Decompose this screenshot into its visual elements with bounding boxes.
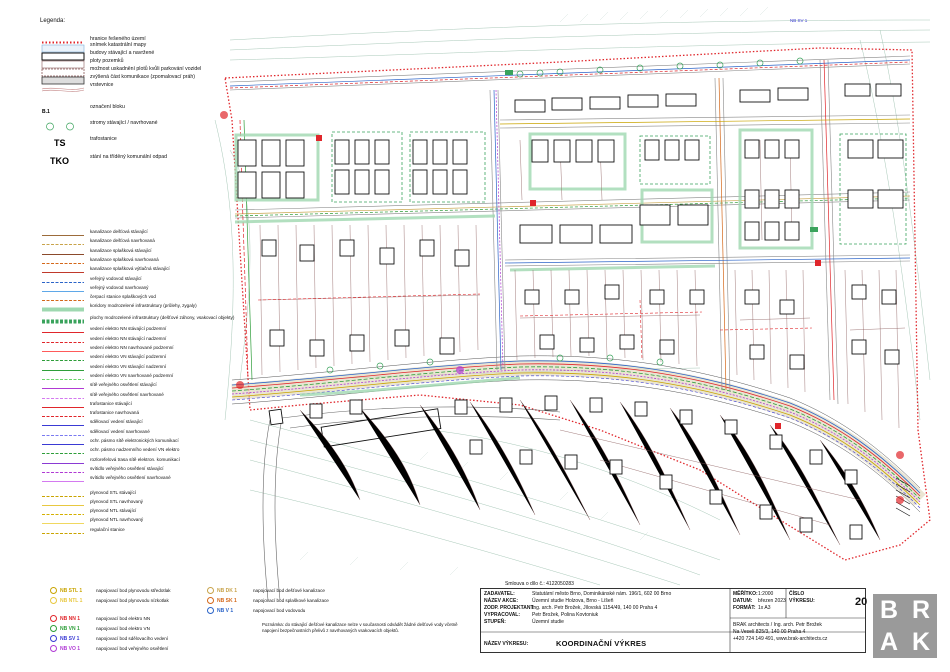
connection-code: NB V 1 [217,607,234,614]
value-meritko: 1:2000 [758,591,774,597]
label-cislo: ČÍSLO VÝKRESU: [789,591,815,604]
value-datum: březen 2023 [758,598,786,604]
legend-title: Legenda: [40,18,66,24]
drawing-number: 20 [855,596,868,608]
legend-label: plynovod NTL stávající [90,508,137,514]
contract-number: Smlouva o dílo č.: 4122050283 [505,581,574,587]
legend-label: sítě veřejného osvětlení navrhované [90,391,164,397]
legend-label: sdělovací vedení stávající [90,419,143,425]
legend-label: vrstevnice [90,81,114,88]
legend-label: možnost uskadnění plotů kvůli parkování vozidel [90,65,202,72]
legend-label: vedení elektro NN stávající podzemní [90,326,167,332]
legend-label: ochr. pásmo sítě elektronických komunikací [90,438,179,443]
legend-label: označení bloku [90,103,125,110]
legend-label: vedení elektro VN navrhované podzemní [90,372,174,378]
legend-label: hranice řešeného území [90,35,146,42]
legend-label: trafostanice [90,135,117,142]
connection-code: NB SK 1 [217,597,237,604]
legend-label: kanalizace splašková stávající [90,247,152,253]
connection-label: napojovací bod elektro NN [96,616,151,621]
value-vypracoval: Petr Brožek, Polina Kovtoniuk [532,612,599,618]
connection-label: napojovací bod dešťové kanalizace [253,588,325,593]
legend-label: regulační stanice [90,526,125,532]
legend-label: sdělovací vedení navrhované [90,428,150,434]
note: Poznámka: do stávající dešťové kanalizace nelze v současnosti odvádět žádné dešťové vody včetně napojení bezpečnostních přelivů z navrhovaných vsakovacích objektů. [262,622,458,634]
connection-label: napojovací bod sdělovacího vedení [96,636,169,641]
brak-logo [873,594,937,658]
logo-letter: B [879,596,899,624]
label-datum: DATUM: [733,598,753,604]
connection-label: napojovací bod plynovodu středotlak [96,588,171,593]
firm-line-2: Na Veselí 825/3, 140 00 Praha 4 [733,629,806,635]
logo-letter: A [879,628,899,656]
legend-label: kanalizace splašková navrhovaná [90,256,159,262]
legend-label: plynovod STL stávající [90,489,137,495]
legend-label: svítidlo veřejného osvětlení stávající [90,465,164,471]
firm-line-3: +420 724 149 491, www.brak-architects.cz [733,636,828,642]
value-nazev-akce: Územní studie Holzova, Brno - Líšeň [532,598,614,604]
legend-label: veřejný vodovod navrhovaný [90,284,149,290]
value-format: 1x A3 [758,605,771,611]
legend-label: ochr. pásmo nadzemního vedení VN elektro [90,447,180,453]
connection-code: NB VO 1 [60,645,81,652]
connection-code: NB STL 1 [60,587,83,594]
label-nazev-akce: NÁZEV AKCE: [484,598,518,604]
label-zadavatel: ZADAVATEL: [484,591,515,597]
legend-label: zvýšená část komunikace (zpomalovací práh) [90,73,195,80]
connection-code: NB NN 1 [60,615,81,622]
legend-label: plynovod NTL navrhovaný [90,517,144,523]
legend-label: snímek katastrální mapy [90,41,147,48]
legend-label: koridory modrozelené infrastruktury (průlehy, zygaly) [90,303,197,309]
label-format: FORMÁT: [733,605,756,611]
legend-label: vedení elektro VN stávající nadzemní [90,363,167,369]
value-zadavatel: Statutární město Brno, Dominikánské nám. 196/1, 602 00 Brno [532,591,672,597]
label-stupen: STUPEŇ: [484,619,506,625]
connection-code: NB VN 1 [60,625,80,632]
legend-label: trafostanice stávající [90,400,132,406]
legend-label: vedení elektro NN navrhované podzemní [90,345,174,350]
tko-symbol: TKO [50,156,69,165]
legend-label: čerpací stanice splaškových vod [90,294,156,300]
value-zodp: Ing. arch. Petr Brožek, Jílovská 1154/49, 140 00 Praha 4 [532,605,658,611]
legend-label: veřejný vodovod stávající [90,275,142,281]
connection-label: napojovací bod elektro VN [96,626,150,631]
legend-label: vedení elektro VN stávající podzemní [90,354,167,360]
ts-symbol: TS [54,138,66,147]
block-symbol: B.1 [42,109,50,115]
label-meritko: MĚŘÍTKO: [733,591,758,597]
legend-label: kanalizace dešťová navrhovaná [90,238,155,244]
legend-label: rozlorefelová trasa sítě elektron. komunikací [90,456,180,462]
legend-label: budovy stávající a navržené [90,49,155,56]
connection-code: NB DK 1 [217,587,238,594]
legend-label: stání na tříděný komunální odpad [90,153,167,160]
legend-label: svítidlo veřejného osvětlení navrhované [90,475,171,481]
connection-label: napojovací bod plynovodu nízkotlak [96,598,169,603]
legend-label: vedení elektro NN stávající nadzemní [90,335,167,341]
legend-label: sítě veřejného osvětlení stávající [90,382,157,388]
legend-label: stromy stávající / navrhované [90,119,158,126]
legend-label: plynovod STL navrhovaný [90,498,143,504]
label-vypracoval: VYPRACOVAL: [484,612,521,618]
sv1-map-label: NB SV 1 [790,18,808,23]
connection-label: napojovací bod vodovodu [253,608,306,613]
connection-label: napojovací bod veřejného osvětlení [96,646,169,651]
logo-letter: K [911,628,931,656]
label-nazev-vykresu: NÁZEV VÝKRESU: [484,641,529,647]
firm-line-1: BRAK architects / Ing. arch. Petr Brožek [733,622,822,628]
value-stupen: Územní studie [532,619,564,625]
legend-label: ploty pozemků [90,57,124,64]
legend-label: plochy modrozelené infrastruktury (dešťové záhony, vsakovací objekty) [90,314,235,320]
connection-code: NB SV 1 [60,635,80,642]
logo-letter: R [911,596,931,624]
legend-label: trafostanice navrhovaná [90,410,140,416]
drawing-title: KOORDINAČNÍ VÝKRES [556,639,647,648]
legend-label: kanalizace splašková výtlačná stávající [90,266,170,272]
connection-code: NB NTL 1 [60,597,83,604]
legend-label: kanalizace dešťová stávající [90,229,148,234]
label-zodp: ZODP. PROJEKTANT: [484,605,535,611]
connection-label: napojovací bod splaškové kanalizace [253,598,329,603]
